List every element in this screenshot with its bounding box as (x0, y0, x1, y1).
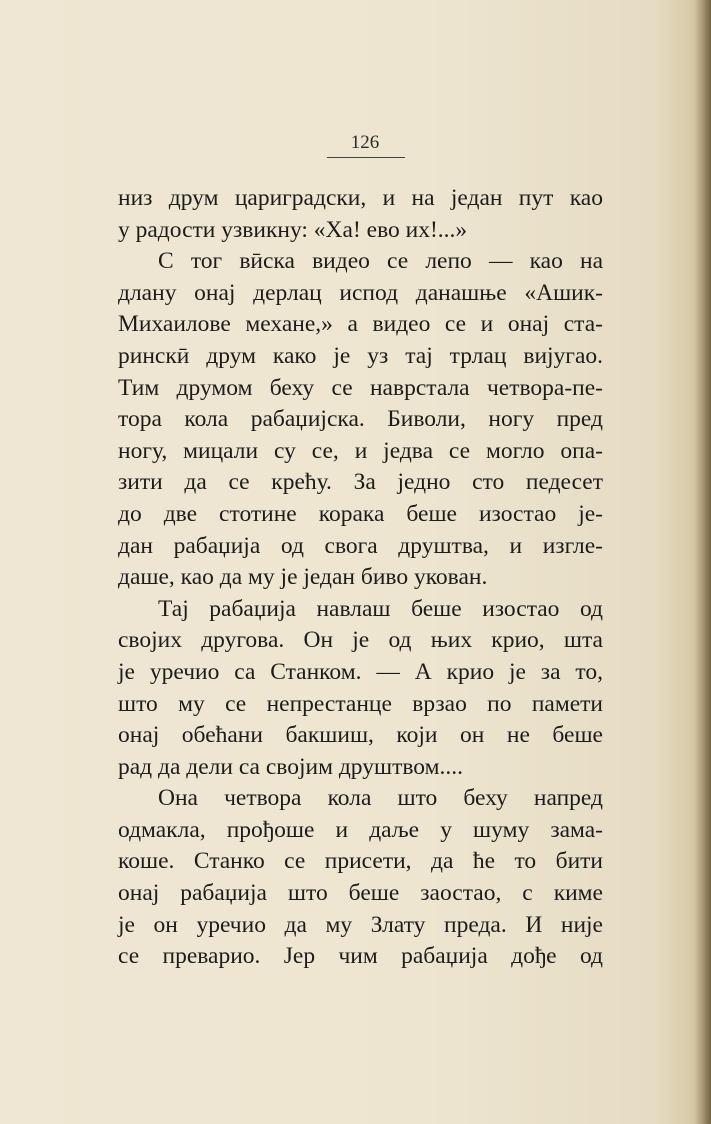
text-line: Тим друмом беху се наврстала четвора-пе- (118, 374, 603, 401)
text-line: зити да се крећу. За једно сто педесет (118, 469, 603, 496)
text-line: низ друм цариградски, и на један пут као (118, 185, 603, 211)
page-number: 126 (350, 132, 380, 153)
text-line: се преварио. Јер чим рабаџија дође од (118, 943, 603, 970)
text-line: тора кола рабаџијска. Биволи, ногу пред (118, 406, 603, 433)
page-number-rule (327, 157, 405, 158)
text-line: до две стотине корака беше изостао је- (118, 500, 603, 527)
text-line: даше, као да му је један биво укован. (118, 564, 488, 591)
text-line: дан рабаџија од свога друштва, и изгле- (118, 532, 603, 559)
text-line: својих другова. Он је од њих крио, шта (118, 627, 603, 654)
text-line: С тог вӣска видео се лепо — као на (158, 248, 603, 275)
text-line: ногу, мицали су се, и једва се могло опа- (118, 437, 603, 464)
text-line: у радости узвикну: «Ха! ево их!...» (118, 216, 468, 243)
body-text (118, 183, 603, 973)
text-line: онај обећани бакшиш, који он не беше (118, 722, 603, 749)
text-line: је он уречио да му Злату преда. И није (118, 911, 603, 938)
text-line: коше. Станко се присети, да ће то бити (118, 848, 603, 875)
text-line: Тај рабаџија навлаш беше изостао од (158, 595, 603, 622)
text-line: рад да дели са својим друштвом.... (118, 753, 463, 780)
text-line: што му се непрестанце врзао по памети (118, 690, 603, 717)
text-line: длану онај дерлац испод данашње «Ашик- (118, 279, 603, 306)
text-line: онај рабаџија што беше заостао, с киме (118, 880, 603, 907)
text-line: је уречио са Станком. — А крио је за то, (118, 658, 603, 685)
text-line: одмакла, прођоше и даље у шуму зама- (118, 816, 603, 843)
text-line: Она четвора кола што беху напред (158, 785, 603, 812)
text-line: ринскӣ друм како је уз тај трлац вијугао. (118, 342, 603, 369)
text-line: Михаилове механе,» а видео се и онај ста- (118, 311, 603, 338)
page-edge-shadow (695, 0, 711, 1124)
